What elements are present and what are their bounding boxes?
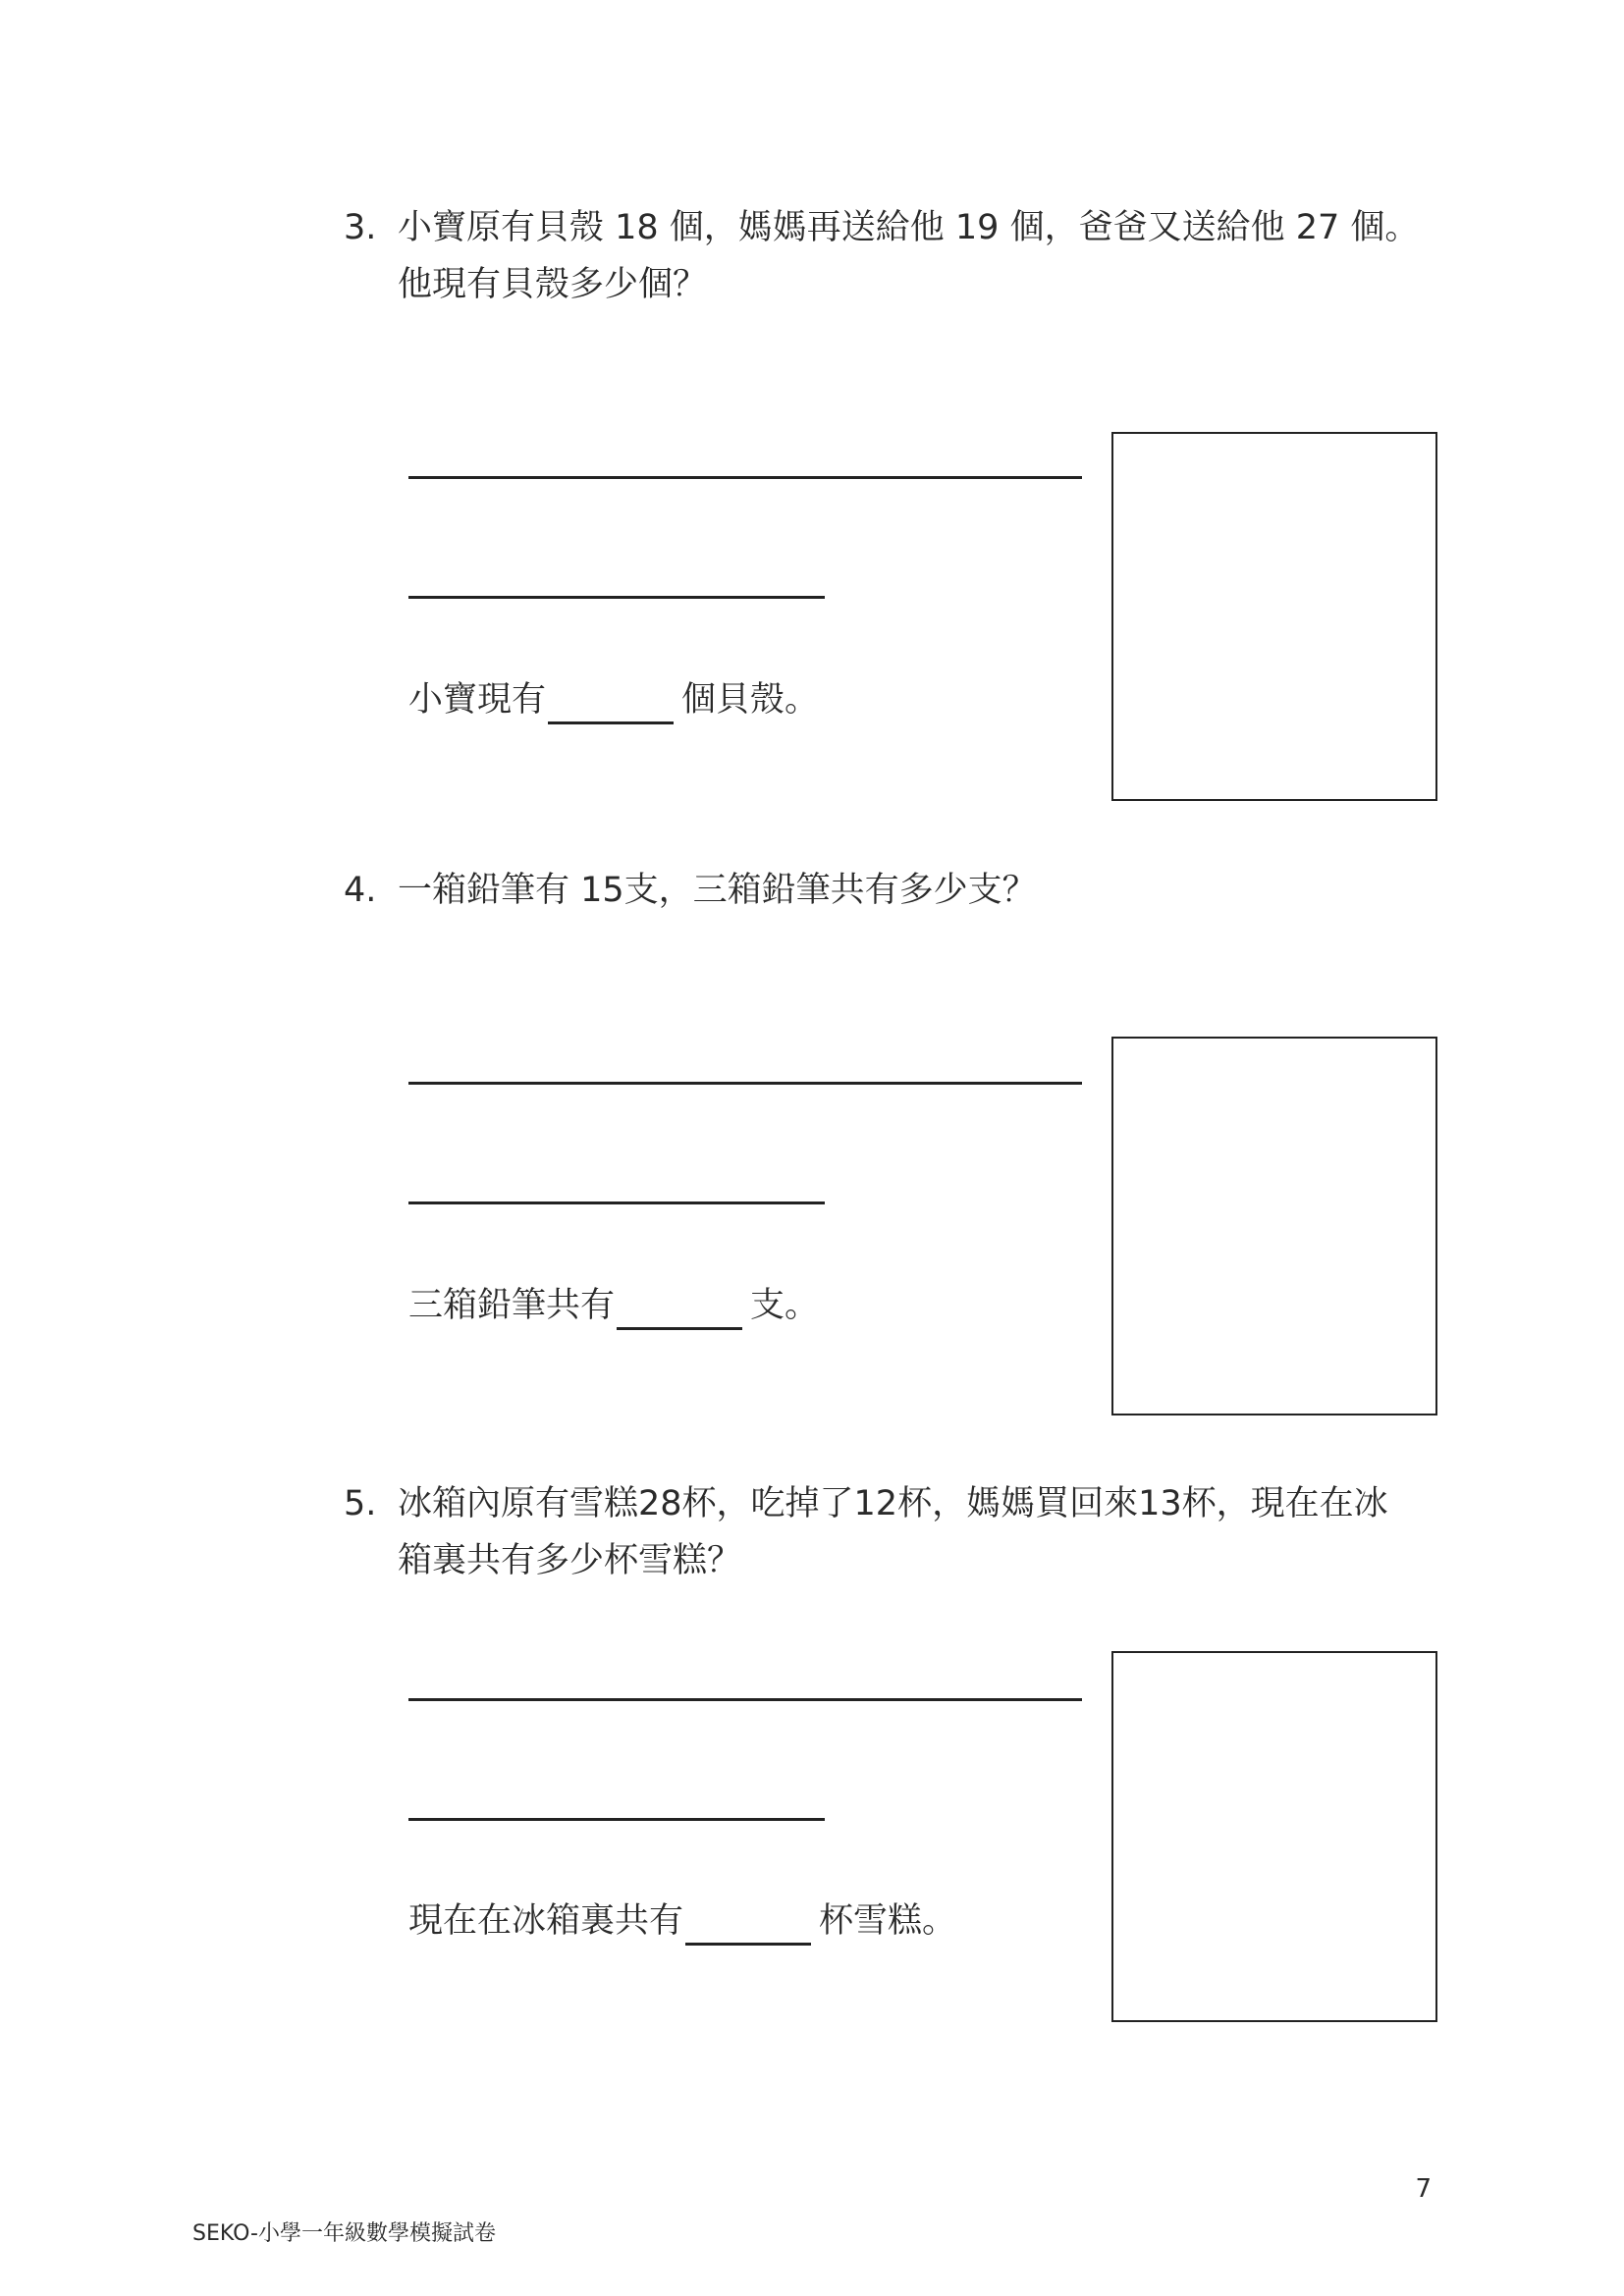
- answer-sentence: [408, 1896, 956, 1946]
- equation-line-long[interactable]: [408, 476, 1082, 479]
- equation-line-long[interactable]: [408, 1082, 1082, 1085]
- answer-prefix: 小寶現有: [408, 680, 547, 720]
- equation-line-short[interactable]: [408, 596, 825, 599]
- working-box[interactable]: [1111, 432, 1437, 801]
- question-text-line-2: 他現有貝殼多少個？: [398, 265, 708, 304]
- answer-prefix: 三箱鉛筆共有: [408, 1286, 616, 1325]
- working-box[interactable]: [1111, 1037, 1437, 1415]
- answer-prefix: 現在在冰箱裏共有: [408, 1901, 684, 1941]
- question-text-line-2: 箱裏共有多少杯雪糕？: [398, 1541, 742, 1580]
- equation-line-long[interactable]: [408, 1698, 1082, 1701]
- question-number: 3.: [344, 208, 377, 247]
- answer-suffix: 杯雪糕。: [819, 1901, 957, 1941]
- equation-line-short[interactable]: [408, 1818, 825, 1821]
- page-number: 7: [1415, 2174, 1432, 2204]
- answer-sentence: [408, 675, 819, 724]
- answer-blank[interactable]: [617, 1288, 742, 1330]
- answer-suffix: 個貝殼。: [681, 680, 820, 720]
- answer-blank[interactable]: [548, 682, 674, 724]
- answer-blank[interactable]: [685, 1903, 811, 1946]
- question-text-line-1: 一箱鉛筆有 15支，三箱鉛筆共有多少支？: [398, 871, 1037, 910]
- working-box[interactable]: [1111, 1651, 1437, 2022]
- answer-suffix: 支。: [750, 1286, 820, 1325]
- question-number: 4.: [344, 871, 377, 910]
- question-text-line-1: 小寶原有貝殼 18 個，媽媽再送給他 19 個，爸爸又送給他 27 個。: [398, 208, 1420, 247]
- question-text-line-1: 冰箱內原有雪糕28杯，吃掉了12杯，媽媽買回來13杯，現在在冰: [398, 1484, 1388, 1523]
- question-number: 5.: [344, 1484, 377, 1523]
- answer-sentence: [408, 1281, 819, 1330]
- footer-title: SEKO-小學一年級數學模擬試卷: [192, 2221, 496, 2246]
- equation-line-short[interactable]: [408, 1201, 825, 1204]
